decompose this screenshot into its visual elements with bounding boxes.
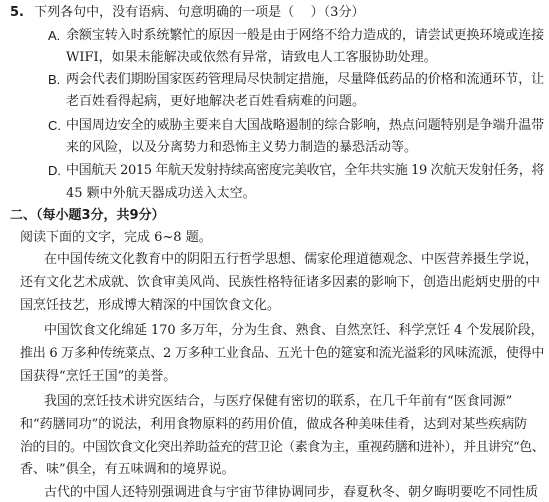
passage-p3-line-1: 我国的烹饪技术讲究医结合，与医疗保健有密切的联系，在几千年前有“医食同源” bbox=[44, 394, 513, 409]
section-2-instruction: 阅读下面的文字，完成 6~8 题。 bbox=[20, 230, 212, 245]
passage-p3-line-4: 香、味”俱全，有五味调和的境界说。 bbox=[20, 462, 235, 477]
passage-p2-line-1: 中国饮食文化绵延 170 多万年，分为生食、熟食、自然烹饪、科学烹饪 4 个发展阶段， bbox=[44, 323, 544, 338]
passage-p1-line-3: 国烹饪技艺，形成博大精深的中国饮食文化。 bbox=[20, 298, 281, 313]
option-b-letter: B. bbox=[48, 72, 61, 87]
option-b-line-1: 两会代表们期盼国家医药管理局尽快制定措施，尽量降低药品的价格和流通环节，让 bbox=[66, 72, 545, 87]
option-c-line-2: 来的风险，以及分离势力和恐怖主义势力制造的暴恐活动等。 bbox=[66, 140, 418, 155]
question-number: 5. bbox=[10, 5, 24, 20]
passage-p3-line-3: 治的目的。中国饮食文化突出养助益充的营卫论（素食为主，重视药膳和进补），并且讲究“色、 bbox=[20, 440, 545, 455]
section-2-title: 二、（每小题3分，共9分） bbox=[10, 208, 165, 223]
option-a-line-1: 余额宝转入时系统繁忙的原因一般是由于网络不给力造成的，请尝试更换环境或连接 bbox=[66, 28, 545, 43]
option-d-line-1: 中国航天 2015 年航天发射持续高密度完美收官，全年共实施 19 次航天发射任务，将 bbox=[66, 163, 544, 178]
passage-p2-line-3: 国获得“烹饪王国”的美誉。 bbox=[20, 369, 177, 384]
option-c-line-1: 中国周边安全的威胁主要来自大国战略遏制的综合影响，热点问题特别是争端升温带 bbox=[66, 118, 545, 133]
passage-p3-line-2: 和“药膳同功”的说法，利用食物原料的药用价值，做成各种美味佳肴，达到对某些疾病防 bbox=[20, 417, 528, 432]
option-d-line-2: 45 颗中外航天器成功送入太空。 bbox=[66, 186, 256, 201]
passage-p1-line-1: 在中国传统文化教育中的阴阳五行哲学思想、儒家伦理道德观念、中医营养摄生学说， bbox=[44, 252, 539, 267]
passage-p1-line-2: 还有文化艺术成就、饮食审美风尚、民族性格特征诸多因素的影响下，创造出彪炳史册的中 bbox=[20, 275, 541, 290]
option-a-line-2: WIFI，如果未能解决或依然有异常，请致电人工客服协助处理。 bbox=[66, 50, 437, 65]
option-d-letter: D. bbox=[48, 163, 61, 178]
option-b-line-2: 老百姓看得起病，更好地解决老百姓看病难的问题。 bbox=[66, 94, 366, 109]
option-a-letter: A. bbox=[48, 28, 61, 43]
option-c-letter: C. bbox=[48, 118, 61, 133]
passage-p2-line-2: 推出 6 万多种传统菜点、2 万多种工业食品、五光十色的筵宴和流光溢彩的风味流派，使得中 bbox=[20, 346, 545, 361]
question-5-stem bbox=[10, 4, 364, 22]
answer-blank: ）（3分） bbox=[294, 5, 365, 20]
question-text: 下列各句中，没有语病、句意明确的一项是（ bbox=[34, 5, 295, 20]
passage-p4-line-1: 古代的中国人还特别强调进食与宇宙节律协调同步，春夏秋冬、朝夕晦明要吃不同性质 bbox=[44, 485, 539, 500]
